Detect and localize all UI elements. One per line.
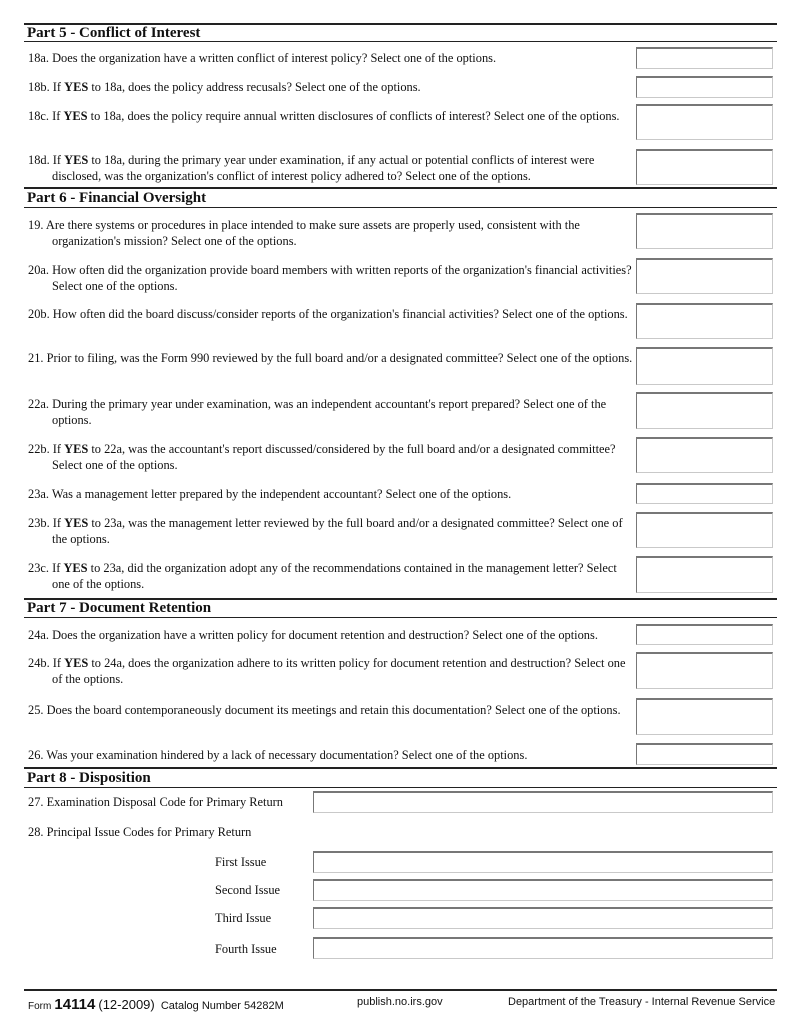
question-text-part: 23a. Was a management letter prepared by the independent accountant? Select one of the options. bbox=[28, 487, 512, 501]
question-text bbox=[28, 561, 634, 592]
divider bbox=[24, 787, 777, 788]
question-emphasis: YES bbox=[64, 656, 89, 670]
question-text-part: to 18a, during the primary year under examination, if any actual or potential conflicts of interest were disclosed, was the organization's conflict of interest policy adhered to? Select one of the options. bbox=[52, 153, 595, 183]
question-text-part: 18d. If bbox=[28, 153, 65, 167]
question-text-part: 23c. If bbox=[28, 561, 64, 575]
question-text-part: 22a. During the primary year under examination, was an independent accountant's report prepared? Select one of the options. bbox=[28, 397, 607, 427]
answer-select-field[interactable] bbox=[636, 556, 773, 593]
answer-select-field[interactable] bbox=[636, 392, 773, 429]
question-text-part: 19. Are there systems or procedures in place intended to make sure assets are properly used, consistent with the organization's mission? Select one of the options. bbox=[28, 218, 580, 248]
question-text bbox=[28, 487, 634, 503]
part-5-heading: Part 5 - Conflict of Interest bbox=[27, 25, 201, 41]
answer-select-field[interactable] bbox=[636, 743, 773, 765]
disposal-code-field[interactable] bbox=[313, 791, 773, 813]
question-text-part: to 23a, was the management letter reviewed by the full board and/or a designated committee? Select one of the options. bbox=[52, 516, 623, 546]
question-text-part: 24a. Does the organization have a written policy for document retention and destruction? Select one of the options. bbox=[28, 628, 598, 642]
answer-select-field[interactable] bbox=[636, 149, 773, 185]
issue-code-field[interactable] bbox=[313, 879, 773, 901]
question-text bbox=[28, 628, 634, 644]
question-text bbox=[28, 80, 634, 96]
question-text bbox=[28, 307, 634, 323]
form-revision: (12-2009) bbox=[98, 997, 155, 1012]
part-7-heading: Part 7 - Document Retention bbox=[27, 600, 212, 616]
answer-select-field[interactable] bbox=[636, 258, 773, 294]
issue-code-field[interactable] bbox=[313, 851, 773, 873]
answer-select-field[interactable] bbox=[636, 76, 773, 98]
divider bbox=[24, 617, 777, 618]
answer-select-field[interactable] bbox=[636, 512, 773, 548]
question-text-part: 26. Was your examination hindered by a lack of necessary documentation? Select one of the options. bbox=[28, 748, 528, 762]
divider bbox=[24, 41, 777, 42]
question-text bbox=[28, 218, 634, 249]
question-text bbox=[28, 351, 634, 367]
part-8-heading: Part 8 - Disposition bbox=[27, 770, 151, 786]
question-text-part: to 22a, was the accountant's report discussed/considered by the full board and/or a designated committee? Select one of the options. bbox=[52, 442, 616, 472]
question-text-part: 18a. Does the organization have a written conflict of interest policy? Select one of the options. bbox=[28, 51, 497, 65]
question-text bbox=[28, 516, 634, 547]
question-text-part: to 18a, does the policy address recusals? Select one of the options. bbox=[88, 80, 421, 94]
website: publish.no.irs.gov bbox=[357, 996, 443, 1008]
question-text-part: to 23a, did the organization adopt any of the recommendations contained in the management letter? Select one of the options. bbox=[52, 561, 617, 591]
issue-label: Fourth Issue bbox=[215, 942, 277, 956]
answer-select-field[interactable] bbox=[636, 437, 773, 473]
form-word: Form bbox=[28, 1001, 52, 1012]
question-text bbox=[28, 703, 634, 719]
answer-select-field[interactable] bbox=[636, 347, 773, 385]
answer-select-field[interactable] bbox=[636, 104, 773, 140]
question-text-part: to 24a, does the organization adhere to its written policy for document retention and destruction? Select one of the options. bbox=[52, 656, 626, 686]
question-text-part: 24b. If bbox=[28, 656, 65, 670]
question-text-part: 18b. If bbox=[28, 80, 65, 94]
question-text-part: to 18a, does the policy require annual written disclosures of conflicts of interest? Select one of the options. bbox=[87, 109, 620, 123]
issue-label: First Issue bbox=[215, 855, 267, 869]
answer-select-field[interactable] bbox=[636, 213, 773, 249]
form-number: 14114 bbox=[54, 996, 96, 1013]
question-text-part: 22b. If bbox=[28, 442, 65, 456]
question-text-part: 25. Does the board contemporaneously document its meetings and retain this documentation? Select one of the options. bbox=[28, 703, 621, 717]
divider bbox=[24, 207, 777, 208]
divider bbox=[24, 989, 777, 991]
answer-select-field[interactable] bbox=[636, 652, 773, 689]
answer-select-field[interactable] bbox=[636, 698, 773, 735]
question-emphasis: YES bbox=[63, 109, 88, 123]
form-identifier bbox=[28, 996, 284, 1013]
q27-label: 27. Examination Disposal Code for Primary Return bbox=[28, 795, 284, 809]
divider bbox=[24, 187, 777, 189]
part-6-heading: Part 6 - Financial Oversight bbox=[27, 190, 207, 206]
answer-select-field[interactable] bbox=[636, 47, 773, 69]
question-text bbox=[28, 263, 634, 294]
divider bbox=[24, 767, 777, 769]
answer-select-field[interactable] bbox=[636, 303, 773, 339]
question-text bbox=[28, 153, 634, 184]
issue-code-field[interactable] bbox=[313, 907, 773, 929]
issue-code-field[interactable] bbox=[313, 937, 773, 959]
question-text bbox=[28, 51, 634, 67]
question-emphasis: YES bbox=[64, 516, 89, 530]
catalog-number: Catalog Number 54282M bbox=[160, 1000, 284, 1012]
question-text bbox=[28, 442, 634, 473]
question-text bbox=[28, 397, 634, 428]
agency: Department of the Treasury - Internal Revenue Service bbox=[508, 996, 776, 1008]
question-emphasis: YES bbox=[64, 80, 89, 94]
answer-select-field[interactable] bbox=[636, 624, 773, 645]
question-text bbox=[28, 748, 634, 764]
question-text bbox=[28, 109, 634, 125]
answer-select-field[interactable] bbox=[636, 483, 773, 504]
issue-label: Second Issue bbox=[215, 883, 281, 897]
q28-label: 28. Principal Issue Codes for Primary Return bbox=[28, 825, 252, 839]
question-emphasis: YES bbox=[64, 442, 89, 456]
question-emphasis: YES bbox=[64, 153, 89, 167]
question-text-part: 21. Prior to filing, was the Form 990 reviewed by the full board and/or a designated committee? Select one of the options. bbox=[28, 351, 633, 365]
question-text bbox=[28, 656, 634, 687]
question-text-part: 18c. If bbox=[28, 109, 64, 123]
question-text-part: 23b. If bbox=[28, 516, 65, 530]
question-text-part: 20a. How often did the organization provide board members with written reports of the organization's financial activities? Select one of the options. bbox=[28, 263, 632, 293]
question-text-part: 20b. How often did the board discuss/consider reports of the organization's financial activities? Select one of the options. bbox=[28, 307, 628, 321]
question-emphasis: YES bbox=[63, 561, 88, 575]
issue-label: Third Issue bbox=[215, 911, 272, 925]
